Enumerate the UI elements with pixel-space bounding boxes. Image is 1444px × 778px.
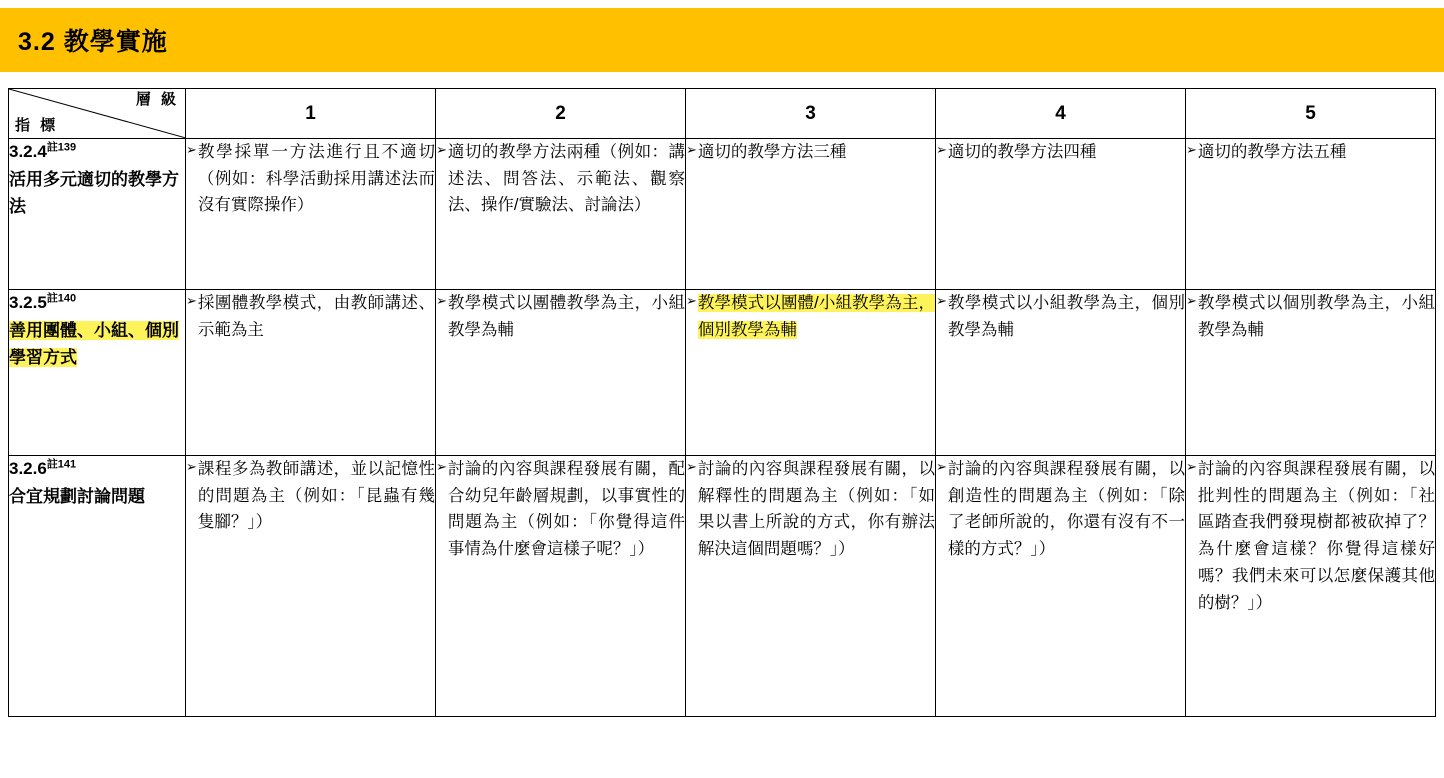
criteria-cell-325-2 (436, 290, 686, 456)
section-title: 3.2 教學實施 (18, 28, 168, 56)
level-header-3: 3 (686, 89, 936, 139)
criteria-cell-325-4 (936, 290, 1186, 456)
indicator-note: 註139 (46, 141, 77, 154)
criteria-text: 教學模式以個別教學為主，小組教學為輔 (1197, 294, 1435, 339)
criteria-text: 討論的內容與課程發展有關，以創造性的問題為主（例如：「除了老師所說的，你還有沒有不一樣的方式？」） (947, 460, 1185, 559)
indicator-cell-325 (9, 290, 186, 456)
criteria-cell-325-3 (686, 290, 936, 456)
criteria-cell-326-2 (436, 456, 686, 717)
table-header-row (9, 89, 1436, 139)
criteria-text: 適切的教學方法三種 (697, 143, 847, 161)
bullet-arrow-icon: ➢ (1186, 293, 1197, 308)
table-row (9, 139, 1436, 290)
level-header-5: 5 (1186, 89, 1436, 139)
criteria-text: 適切的教學方法兩種（例如：講述法、問答法、示範法、觀察法、操作/實驗法、討論法） (447, 143, 685, 215)
bullet-arrow-icon: ➢ (936, 459, 947, 474)
criteria-text: 教學模式以小組教學為主，個別教學為輔 (947, 294, 1185, 339)
criteria-text: 討論的內容與課程發展有關，配合幼兒年齡層規劃，以事實性的問題為主（例如：「你覺得這件事情為什麼會這樣子呢？」） (447, 460, 685, 559)
rubric-table (8, 88, 1436, 717)
indicator-name: 活用多元適切的教學方法 (9, 170, 179, 216)
bullet-arrow-icon: ➢ (436, 459, 447, 474)
indicator-cell-326 (9, 456, 186, 717)
bullet-arrow-icon: ➢ (686, 459, 697, 474)
criteria-text: 討論的內容與課程發展有關，以解釋性的問題為主（例如：「如果以書上所說的方式，你有辦法解決這個問題嗎？」） (697, 460, 935, 559)
criteria-text: 教學採單一方法進行且不適切（例如：科學活動採用講述法而沒有實際操作） (197, 143, 435, 215)
section-header-bar (0, 8, 1444, 72)
indicator-code: 3.2.4 (9, 142, 47, 161)
bullet-arrow-icon: ➢ (436, 293, 447, 308)
criteria-cell-324-4 (936, 139, 1186, 290)
criteria-cell-324-5 (1186, 139, 1436, 290)
corner-indicator-label: 指 標 (15, 117, 59, 135)
criteria-cell-326-5 (1186, 456, 1436, 717)
indicator-note: 註141 (46, 458, 77, 471)
indicator-code: 3.2.5 (9, 293, 47, 312)
criteria-cell-325-5 (1186, 290, 1436, 456)
table-row (9, 456, 1436, 717)
bullet-arrow-icon: ➢ (686, 142, 697, 157)
criteria-text: 教學模式以團體教學為主，小組教學為輔 (447, 294, 685, 339)
table-row (9, 290, 1436, 456)
level-header-4: 4 (936, 89, 1186, 139)
bullet-arrow-icon: ➢ (436, 142, 447, 157)
criteria-cell-326-3 (686, 456, 936, 717)
criteria-cell-324-1 (186, 139, 436, 290)
criteria-cell-324-3 (686, 139, 936, 290)
criteria-cell-324-2 (436, 139, 686, 290)
indicator-cell-324 (9, 139, 186, 290)
indicator-name-highlight: 善用團體、小組、個別學習方式 (9, 321, 179, 367)
criteria-text: 教學模式以團體/小組教學為主，個別教學為輔 (697, 294, 935, 339)
bullet-arrow-icon: ➢ (186, 459, 197, 474)
criteria-text: 課程多為教師講述，並以記憶性的問題為主（例如：「昆蟲有幾隻腳？」） (197, 460, 435, 532)
bullet-arrow-icon: ➢ (1186, 142, 1197, 157)
indicator-name (9, 318, 185, 371)
bullet-arrow-icon: ➢ (686, 293, 697, 308)
corner-level-label: 層 級 (135, 91, 179, 108)
indicator-note: 註140 (46, 292, 77, 305)
bullet-arrow-icon: ➢ (936, 293, 947, 308)
bullet-arrow-icon: ➢ (936, 142, 947, 157)
criteria-text-highlighted (698, 290, 935, 343)
level-header-1: 1 (186, 89, 436, 139)
criteria-text: 採團體教學模式，由教師講述、示範為主 (197, 294, 435, 339)
bullet-arrow-icon: ➢ (1186, 459, 1197, 474)
corner-header-cell (9, 89, 186, 139)
criteria-text: 討論的內容與課程發展有關，以批判性的問題為主（例如：「社區踏查我們發現樹都被砍掉了？為什麼會這樣？你覺得這樣好嗎？我們未來可以怎麼保護其他的樹？」） (1197, 460, 1435, 612)
bullet-arrow-icon: ➢ (186, 293, 197, 308)
criteria-cell-325-1 (186, 290, 436, 456)
level-header-2: 2 (436, 89, 686, 139)
criteria-cell-326-4 (936, 456, 1186, 717)
criteria-text: 適切的教學方法五種 (1197, 143, 1347, 161)
criteria-cell-326-1 (186, 456, 436, 717)
indicator-code: 3.2.6 (9, 459, 47, 478)
criteria-text: 適切的教學方法四種 (947, 143, 1097, 161)
indicator-name: 合宜規劃討論問題 (9, 487, 145, 507)
bullet-arrow-icon: ➢ (186, 142, 197, 157)
